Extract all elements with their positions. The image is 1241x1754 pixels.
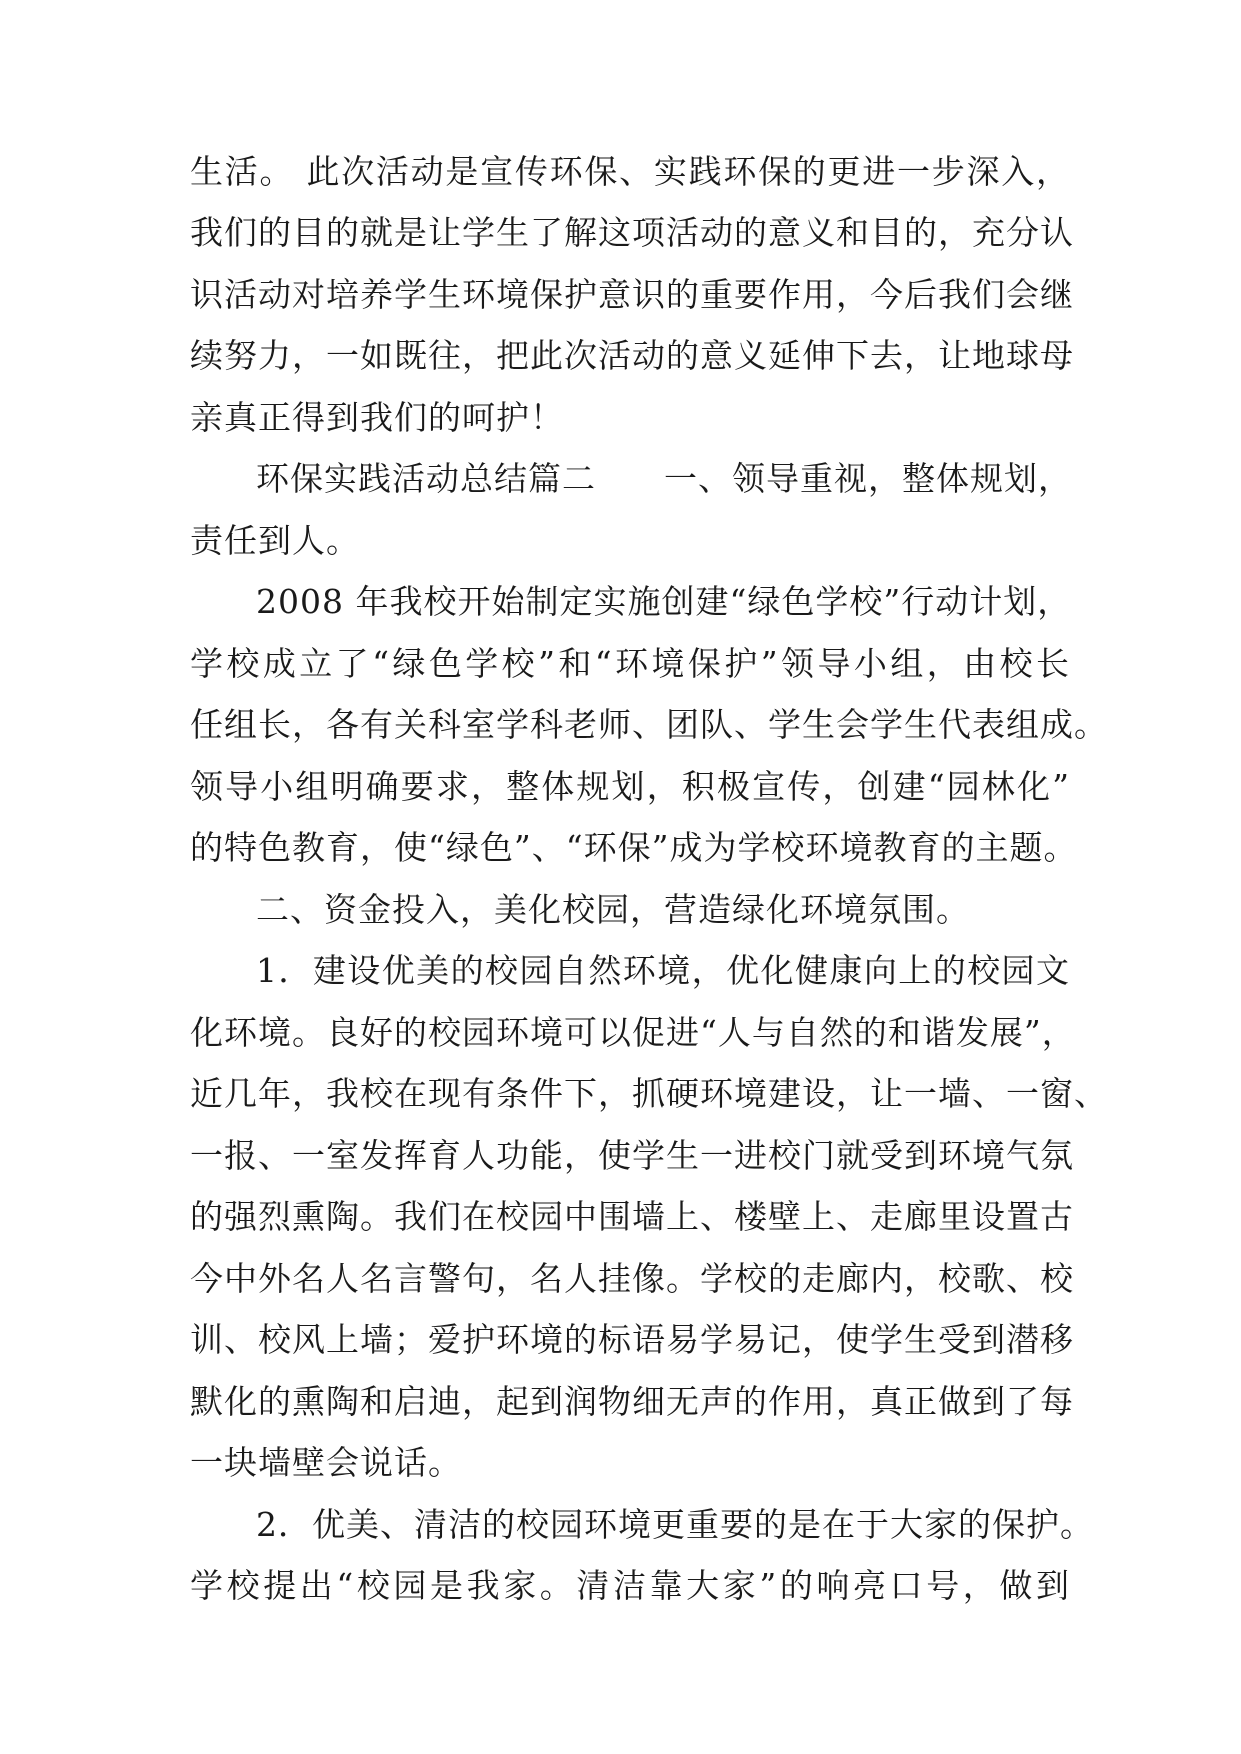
text-line: 识活动对培养学生环境保护意识的重要作用，今后我们会继 bbox=[190, 275, 1074, 314]
text-line: 2．优美、清洁的校园环境更重要的是在于大家的保护。 bbox=[256, 1505, 1094, 1544]
text-line: 任组长，各有关科室学科老师、团队、学生会学生代表组成。 bbox=[190, 705, 1108, 744]
text-line: 学校提出“校园是我家。清洁靠大家”的响亮口号，做到 bbox=[190, 1566, 1070, 1605]
text-line: 亲真正得到我们的呵护！ bbox=[190, 398, 564, 437]
text-line: 的特色教育，使“绿色”、“环保”成为学校环境教育的主题。 bbox=[190, 828, 1078, 867]
text-line: 续努力，一如既往，把此次活动的意义延伸下去，让地球母 bbox=[190, 336, 1074, 375]
text-line: 训、校风上墙；爱护环境的标语易学易记，使学生受到潜移 bbox=[190, 1320, 1074, 1359]
text-line: 的强烈熏陶。我们在校园中围墙上、楼壁上、走廊里设置古 bbox=[190, 1197, 1074, 1236]
text-line: 1．建设优美的校园自然环境，优化健康向上的校园文 bbox=[256, 951, 1070, 990]
text-line: 生活。 此次活动是宣传环保、实践环保的更进一步深入， bbox=[190, 152, 1070, 191]
text-line: 默化的熏陶和启迪，起到润物细无声的作用，真正做到了每 bbox=[190, 1382, 1074, 1421]
section-heading-line: 环保实践活动总结篇二 一、领导重视，整体规划， bbox=[256, 459, 1072, 498]
text-line: 化环境。良好的校园环境可以促进“人与自然的和谐发展”， bbox=[190, 1013, 1076, 1052]
text-line: 一块墙壁会说话。 bbox=[190, 1443, 462, 1482]
text-line: 今中外名人名言警句，名人挂像。学校的走廊内，校歌、校 bbox=[190, 1259, 1074, 1298]
subsection-heading-line: 二、资金投入，美化校园，营造绿化环境氛围。 bbox=[256, 890, 970, 929]
text-line: 责任到人。 bbox=[190, 521, 360, 560]
text-line: 我们的目的就是让学生了解这项活动的意义和目的，充分认 bbox=[190, 213, 1074, 252]
text-line: 学校成立了“绿色学校”和“环境保护”领导小组，由校长 bbox=[190, 644, 1070, 683]
text-line: 领导小组明确要求，整体规划，积极宣传，创建“园林化” bbox=[190, 767, 1070, 806]
text-line: 2008 年我校开始制定实施创建“绿色学校”行动计划， bbox=[256, 582, 1072, 621]
text-line: 一报、一室发挥育人功能，使学生一进校门就受到环境气氛 bbox=[190, 1136, 1074, 1175]
text-line: 近几年，我校在现有条件下，抓硬环境建设，让一墙、一窗、 bbox=[190, 1074, 1108, 1113]
